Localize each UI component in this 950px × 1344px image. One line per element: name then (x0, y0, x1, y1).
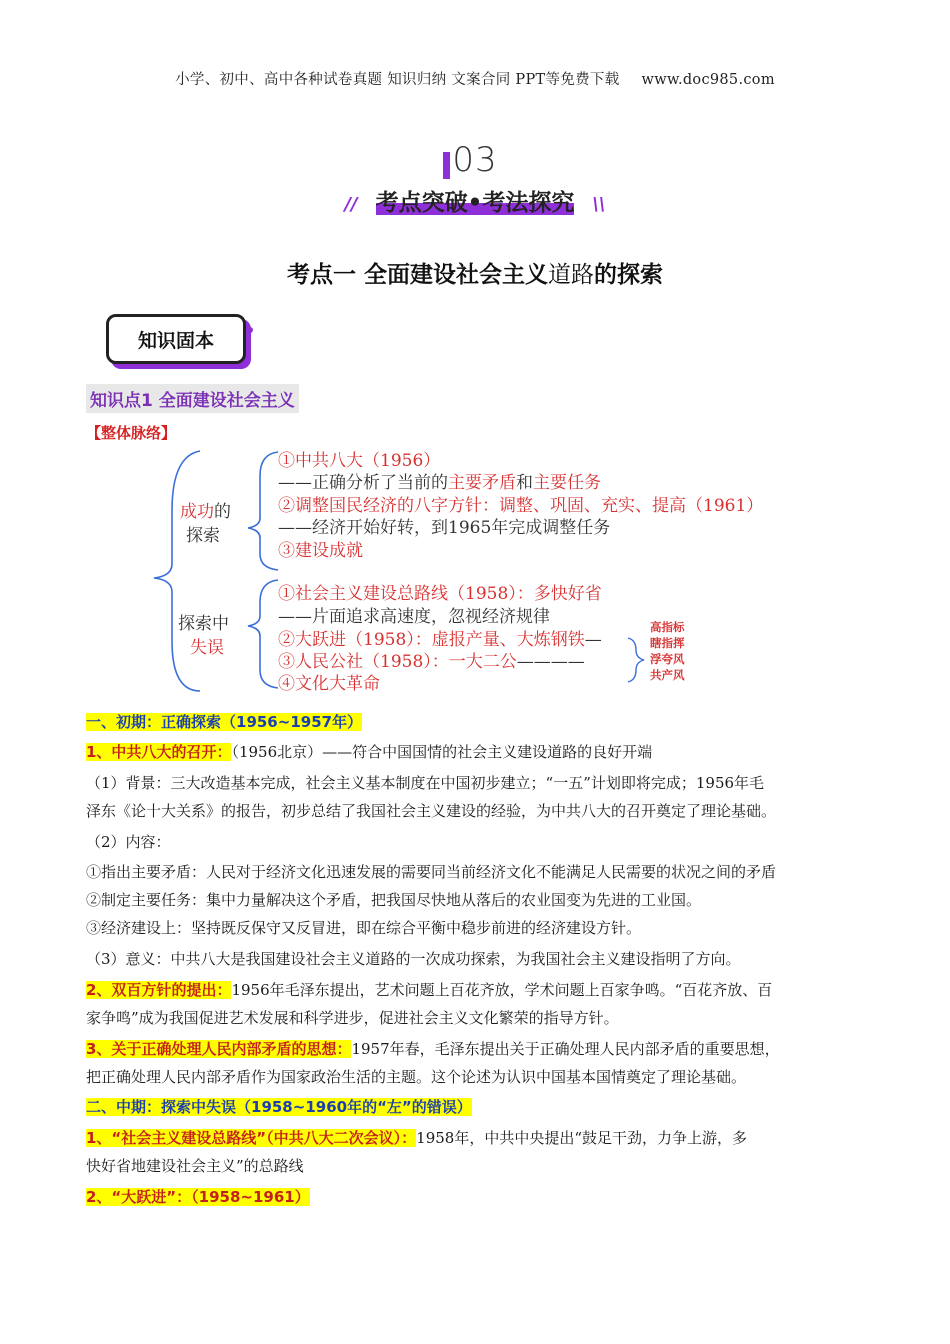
group1-item-2: ——正确分析了当前的主要矛盾和主要任务 (278, 473, 601, 493)
badge-dot (247, 327, 253, 333)
group2-item-3: ②大跃进（1958）：虚报产量、大炼钢铁— (278, 630, 602, 650)
group1-item-4: ——经济开始好转，到1965年完成调整任务 (278, 518, 611, 538)
group2-item-5: ④文化大革命 (278, 674, 380, 694)
paragraph-1-item-1: ①指出主要矛盾：人民对于经济文化迅速发展的需要同当前经济文化不能满足人民需要的状况之间的矛盾 (86, 863, 777, 881)
side-note-2: 瞎指挥 (650, 636, 685, 650)
page-header (0, 68, 950, 89)
knowledge-point-title: 知识点1 全面建设社会主义 (86, 384, 299, 413)
side-brace (628, 638, 644, 682)
group1-label-line2: 探索 (186, 526, 220, 546)
section-banner (0, 184, 950, 217)
section-number-accent-bar (443, 152, 450, 179)
group1-label: 成功的 (180, 502, 231, 522)
section-heading-2: 二、中期：探索中失误（1958~1960年的“左”的错误） (86, 1098, 472, 1116)
group1-item-1: ①中共八大（1956） (278, 451, 441, 471)
header-url[interactable]: www.doc985.com (641, 72, 775, 88)
paragraph-1-heading: 1、中共八大的召开：（1956北京）——符合中国国情的社会主义建设道路的良好开端 (86, 743, 653, 761)
paragraph-3-line-1: 3、关于正确处理人民内部矛盾的思想：1957年春，毛泽东提出关于正确处理人民内部矛盾的重要思想， (86, 1040, 780, 1058)
page-title: 考点一 全面建设社会主义道路的探索 (286, 262, 663, 288)
side-note-3: 浮夸风 (650, 652, 685, 666)
overview-label: 【整体脉络】 (86, 424, 177, 442)
paragraph-1-background-2: 泽东《论十大关系》的报告，初步总结了我国社会主义建设的经验，为中共八大的召开奠定了理论基础。 (86, 802, 777, 820)
paragraph-4-line-1: 1、“社会主义建设总路线”（中共八大二次会议）：1958年，中共中央提出“鼓足干劲，力争上游，多 (86, 1129, 748, 1147)
paragraph-1-background-1: （1）背景：三大改造基本完成，社会主义基本制度在中国初步建立；“一五”计划即将完成；1956年毛 (86, 774, 765, 792)
paragraph-2-line-2: 家争鸣”成为我国促进艺术发展和科学进步，促进社会主义文化繁荣的指导方针。 (86, 1009, 619, 1027)
paragraph-1-content-label: （2）内容： (86, 833, 171, 851)
paragraph-1-item-2: ②制定主要任务：集中力量解决这个矛盾，把我国尽快地从落后的农业国变为先进的工业国。 (86, 891, 702, 909)
paragraph-4-line-2: 快好省地建设社会主义”的总路线 (86, 1157, 304, 1175)
paragraph-5-heading: 2、“大跃进”：（1958~1961） (86, 1188, 310, 1206)
group1-item-3: ②调整国民经济的八字方针：调整、巩固、充实、提高（1961） (278, 496, 764, 516)
group2-item-4: ③人民公社（1958）：一大二公———— (278, 652, 585, 672)
overview-diagram (150, 446, 764, 696)
paragraph-2-line-1: 2、双百方针的提出：1956年毛泽东提出，艺术问题上百花齐放，学术问题上百家争鸣。“百花齐放、百 (86, 981, 773, 999)
group2-item-1: ①社会主义建设总路线（1958）：多快好省 (278, 584, 602, 604)
section-number-block (0, 140, 950, 180)
upper-brace (248, 452, 278, 570)
group1-item-5: ③建设成就 (278, 541, 363, 561)
paragraph-1-item-3: ③经济建设上：坚持既反保守又反冒进，即在综合平衡中稳步前进的经济建设方针。 (86, 919, 642, 937)
banner-slash-left: // (344, 194, 358, 215)
banner-slash-right: \\ (592, 194, 606, 215)
group2-label: 探索中 (178, 614, 229, 634)
section-number: 03 (452, 140, 497, 180)
side-note-1: 高指标 (650, 620, 685, 634)
banner-title: 考点突破•考法探究 (375, 190, 575, 216)
side-note-4: 共产风 (650, 668, 685, 682)
lower-brace (248, 580, 278, 688)
section-heading-1: 一、初期：正确探索（1956~1957年） (86, 713, 363, 731)
knowledge-badge: 知识固本 (106, 314, 246, 364)
group2-label-line2: 失误 (190, 638, 224, 658)
paragraph-3-line-2: 把正确处理人民内部矛盾作为国家政治生活的主题。这个论述为认识中国基本国情奠定了理论基础。 (86, 1068, 747, 1086)
paragraph-1-significance: （3）意义：中共八大是我国建设社会主义道路的一次成功探索，为我国社会主义建设指明了方向。 (86, 950, 741, 968)
group2-item-2: ——片面追求高速度，忽视经济规律 (278, 607, 550, 627)
header-site-text: 小学、初中、高中各种试卷真题 知识归纳 文案合同 PPT等免费下载 (175, 72, 620, 88)
